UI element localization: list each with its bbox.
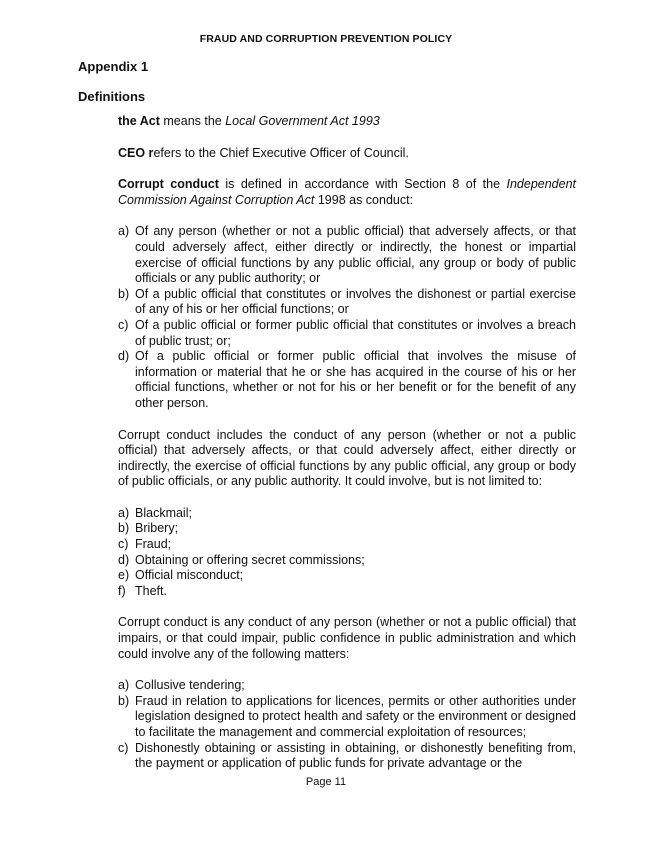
- list-text: Obtaining or offering secret commissions;: [135, 552, 365, 567]
- list-item: [118, 318, 576, 349]
- list-item: [118, 224, 576, 286]
- list-text: Of a public official or former public official that constitutes or involves a breach of public trust; or;: [135, 317, 576, 348]
- list-text: Collusive tendering;: [135, 678, 245, 693]
- list-item: [118, 537, 576, 553]
- list-item: [118, 506, 576, 522]
- definition-the-act: [118, 114, 576, 130]
- corrupt-conduct-includes-paragraph: Corrupt conduct includes the conduct of any person (whether or not a public official) that adversely affects, or that could adversely affect, either directly or indirectly, the exercise of official functions by any public official, any group or body of public officials, or any public authority. It could involve, but is not limited to:: [118, 427, 576, 489]
- definition-text: is defined in accordance with Section 8 of the: [218, 177, 507, 192]
- list-label: c): [118, 537, 129, 552]
- icac-act-reference: Independent Commission Against Corruption Act: [118, 177, 576, 207]
- examples-list: [118, 506, 576, 600]
- matters-list: [118, 678, 576, 772]
- list-item: [118, 349, 576, 411]
- term-the-act: the Act: [118, 114, 160, 128]
- list-label: a): [118, 224, 130, 239]
- list-item: [118, 568, 576, 584]
- list-label: b): [118, 521, 130, 536]
- list-text: Fraud in relation to applications for licences, permits or other authorities under legislation designed to protect health and safety or the environment or designed to facilitate the management and commercial exploitation of resources;: [135, 693, 576, 739]
- definition-text: efers to the Chief Executive Officer of Council.: [153, 145, 409, 160]
- list-item: [118, 694, 576, 741]
- list-label: a): [118, 505, 130, 520]
- definition-corrupt-conduct: [118, 177, 576, 208]
- list-label: f): [118, 583, 126, 598]
- list-text: Official misconduct;: [135, 568, 244, 583]
- list-text: Dishonestly obtaining or assisting in obtaining, or dishonestly benefiting from, the payment or application of public funds for private advantage or the: [135, 740, 576, 771]
- list-label: b): [118, 693, 130, 708]
- page-number: Page 11: [305, 776, 347, 788]
- list-label: d): [118, 349, 130, 364]
- term-corrupt-conduct: Corrupt conduct: [118, 177, 219, 192]
- list-text: Blackmail;: [135, 505, 192, 520]
- list-item: [118, 741, 576, 772]
- list-label: b): [118, 286, 130, 301]
- list-label: a): [118, 678, 130, 693]
- conduct-list: [118, 224, 576, 411]
- list-label: e): [118, 568, 130, 583]
- appendix-heading: Appendix 1: [78, 59, 149, 74]
- list-item: [118, 584, 576, 600]
- list-item: [118, 553, 576, 569]
- list-label: d): [118, 552, 130, 567]
- list-text: Fraud;: [135, 537, 172, 552]
- term-ceo: CEO r: [118, 145, 154, 160]
- act-reference: Local Government Act 1993: [225, 114, 380, 128]
- definition-ceo: [118, 146, 576, 162]
- document-body: [118, 114, 576, 788]
- list-text: Of any person (whether or not a public official) that adversely affects, or that could adversely affect, either directly or indirectly, the honest or impartial exercise of official functions by any public official, any group or body of public officials or any public authority; or: [135, 224, 576, 286]
- list-item: [118, 678, 576, 694]
- list-text: Of a public official or former public official that involves the misuse of information or material that he or she has acquired in the course of his or her official functions, whether or not for his or her benefit or for the benefit of any other person.: [135, 349, 576, 410]
- definitions-heading: Definitions: [78, 89, 146, 104]
- definition-text: means the: [159, 114, 226, 128]
- list-label: c): [118, 317, 129, 332]
- definition-text: 1998 as conduct:: [314, 192, 414, 207]
- list-text: Theft.: [135, 583, 167, 598]
- running-header: FRAUD AND CORRUPTION PREVENTION POLICY: [199, 33, 453, 45]
- list-label: c): [118, 740, 129, 755]
- list-item: [118, 521, 576, 537]
- list-text: Bribery;: [135, 521, 179, 536]
- list-text: Of a public official that constitutes or involves the dishonest or partial exercise of any of his or her official functions; or: [135, 286, 576, 317]
- list-item: [118, 287, 576, 318]
- public-confidence-paragraph: Corrupt conduct is any conduct of any person (whether or not a public official) that impairs, or that could impair, public confidence in public administration and which could involve any of the following matters:: [118, 615, 576, 661]
